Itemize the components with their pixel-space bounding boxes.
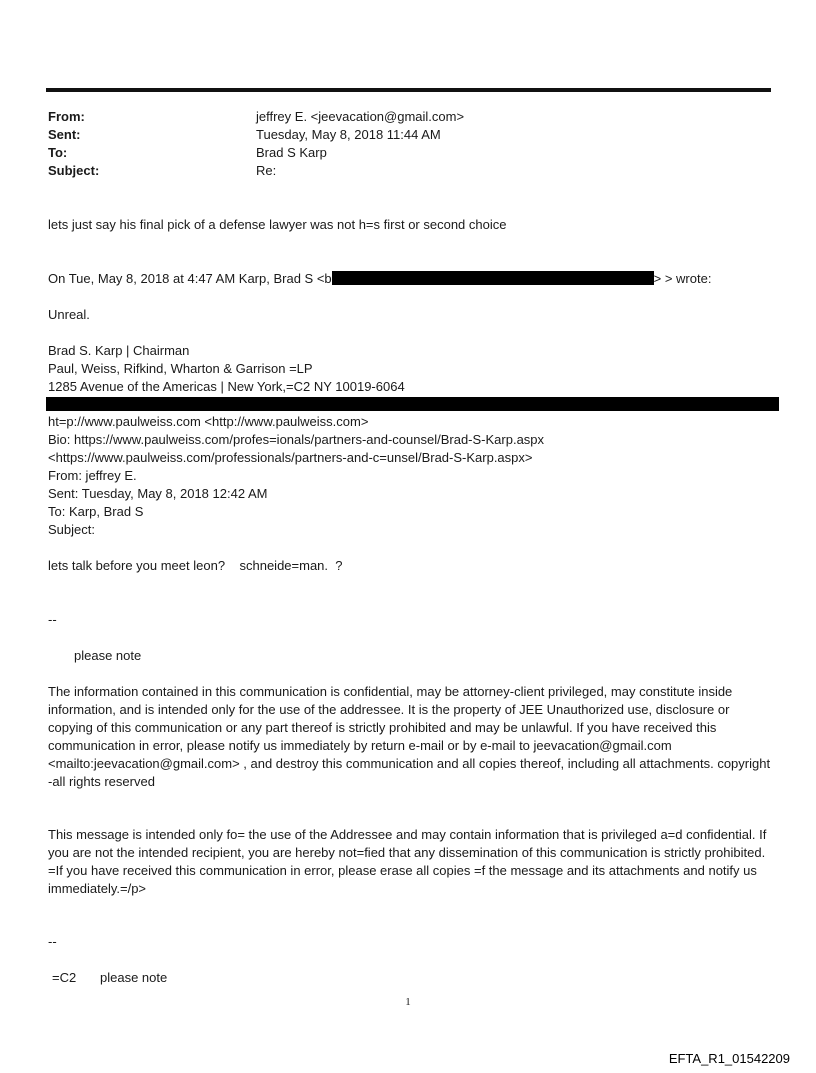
- please-note: please note: [74, 648, 142, 663]
- please-note-2: please note: [100, 970, 168, 985]
- forwarded-to: To: Karp, Brad S: [48, 504, 144, 519]
- subject-label: Subject:: [48, 163, 100, 178]
- encoding-artifact: =C2: [52, 970, 77, 985]
- forwarded-subject: Subject:: [48, 522, 95, 537]
- sent-row: [48, 126, 464, 144]
- addressee-notice: This message is intended only fo= the use of the Addressee and may contain information that is privileged a=d confidential. If you are not the intended recipient, you are hereby not=fied that any dissemination of this communication is strictly prohibited. =If you have received this communication in error, please erase all copies =f the message and its attachments and notify us immediately.=/p>: [48, 827, 767, 896]
- quoted-reply: Unreal.: [48, 307, 90, 322]
- redaction-bar: [332, 271, 654, 285]
- from-label: From:: [48, 109, 85, 124]
- separator-dashes: --: [48, 612, 57, 627]
- forwarded-sent: Sent: Tuesday, May 8, 2018 12:42 AM: [48, 486, 268, 501]
- quote-intro: [48, 270, 773, 288]
- sent-label: Sent:: [48, 127, 81, 142]
- bio-link: Bio: https://www.paulweiss.com/profes=ionals/partners-and-counsel/Brad-S-Karp.aspx: [48, 432, 545, 447]
- email-header: [48, 108, 464, 180]
- reply-message: lets just say his final pick of a defense lawyer was not h=s first or second choice: [48, 217, 507, 232]
- signature-address: 1285 Avenue of the Americas | New York,=C2 NY 10019-6064: [48, 379, 405, 394]
- quote-intro-start: On Tue, May 8, 2018 at 4:47 AM Karp, Brad S <b: [48, 271, 332, 286]
- to-label: To:: [48, 145, 68, 160]
- from-row: [48, 108, 464, 126]
- confidentiality-notice: The information contained in this communication is confidential, may be attorney-client privileged, may constitute inside information, and is intended only for the use of the addressee. It is the property of JEE Unauthorized use, disclosure or copying of this communication or any part thereof is strictly prohibited and may be unlawful. If you have received this communication in error, please notify us immediately by return e-mail or by e-mail to jeevacation@gmail.com <mailto:jeevacation@gmail.com> , and destroy this communication and all copies thereof, including all attachments. copyright -all rights reserved: [48, 684, 771, 789]
- bio-link-alt: <https://www.paulweiss.com/professionals/partners-and-c=unsel/Brad-S-Karp.aspx>: [48, 450, 533, 465]
- subject-value: Re:: [256, 163, 277, 178]
- separator-dashes-2: --: [48, 934, 57, 949]
- signature-firm: Paul, Weiss, Rifkind, Wharton & Garrison =LP: [48, 361, 313, 376]
- to-row: [48, 144, 464, 162]
- forwarded-message: lets talk before you meet leon? schneide=man. ?: [48, 558, 343, 573]
- document-id: EFTA_R1_01542209: [668, 1051, 790, 1066]
- quote-intro-end: > > wrote:: [653, 271, 712, 286]
- trailing-note: [48, 969, 773, 987]
- subject-row: [48, 162, 464, 180]
- page-number: 1: [405, 996, 411, 1008]
- website-link: ht=p://www.paulweiss.com <http://www.paulweiss.com>: [48, 414, 369, 429]
- redaction-bar-full: [46, 397, 779, 411]
- from-value: jeffrey E. <jeevacation@gmail.com>: [256, 109, 465, 124]
- forwarded-from: From: jeffrey E.: [48, 468, 137, 483]
- signature-name: Brad S. Karp | Chairman: [48, 343, 190, 358]
- to-value: Brad S Karp: [256, 145, 327, 160]
- header-rule: [46, 88, 771, 92]
- sent-value: Tuesday, May 8, 2018 11:44 AM: [256, 127, 441, 142]
